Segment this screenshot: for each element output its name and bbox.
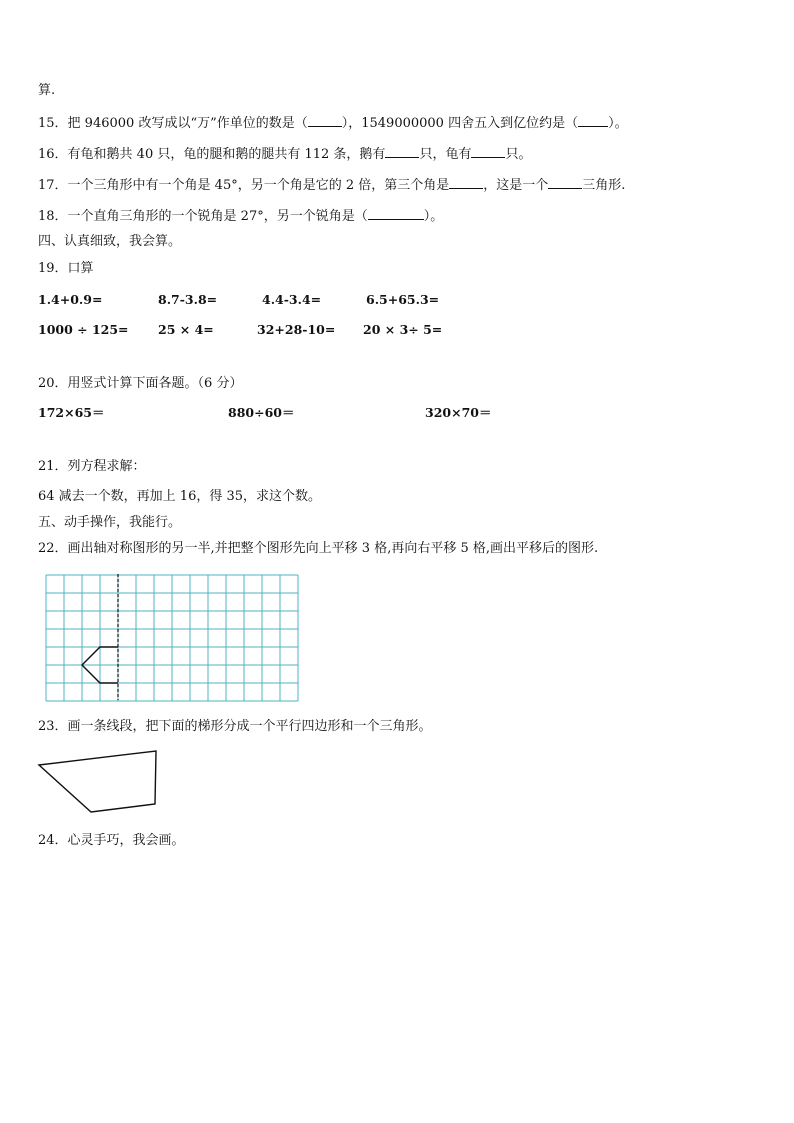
q21-problem: 64 减去一个数，再加上 16，得 35，求这个数。 bbox=[38, 489, 322, 504]
oral-calc-item: 20 × 3÷ 5= bbox=[363, 322, 443, 337]
oral-calc-item: 1.4+0.9= bbox=[38, 292, 103, 307]
answer-blank[interactable] bbox=[578, 114, 608, 127]
oral-calc-item: 8.7-3.8= bbox=[158, 292, 218, 307]
question-text: 有龟和鹅共 40 只，龟的腿和鹅的腿共有 112 条，鹅有 bbox=[67, 147, 386, 162]
question-text: 画一条线段，把下面的梯形分成一个平行四边形和一个三角形。 bbox=[67, 719, 432, 734]
trapezoid bbox=[39, 751, 156, 812]
question-text: 用竖式计算下面各题。（6 分） bbox=[67, 376, 243, 391]
question-text: ），1549000000 四舍五入到亿位约是（ bbox=[341, 116, 579, 131]
question-number: 19． bbox=[38, 261, 68, 276]
question-15 bbox=[38, 114, 628, 133]
question-23 bbox=[38, 718, 432, 736]
question-text: 画出轴对称图形的另一半,并把整个图形先向上平移 3 格,再向右平移 5 格,画出平移后的图形. bbox=[67, 541, 599, 556]
question-number: 21． bbox=[38, 459, 68, 474]
trapezoid-figure bbox=[36, 748, 162, 822]
question-20 bbox=[38, 375, 242, 393]
question-text: 三角形. bbox=[582, 178, 626, 193]
question-text: 心灵手巧，我会画。 bbox=[67, 833, 185, 848]
question-text: 口算 bbox=[67, 261, 94, 276]
oral-calc-item: 6.5+65.3= bbox=[366, 292, 440, 307]
oral-calc-item: 4.4-3.4= bbox=[262, 292, 322, 307]
question-text: 列方程求解： bbox=[67, 459, 146, 474]
question-text: ）。 bbox=[608, 116, 628, 131]
question-text: 只，龟有 bbox=[419, 147, 472, 162]
question-text: 把 946000 改写成以“万”作单位的数是（ bbox=[67, 116, 308, 131]
question-number: 17． bbox=[38, 178, 68, 193]
section-4-heading: 四、认真细致，我会算。 bbox=[38, 234, 182, 249]
answer-blank[interactable] bbox=[449, 176, 483, 189]
question-18 bbox=[38, 207, 443, 226]
question-17 bbox=[38, 176, 625, 195]
question-text: ）。 bbox=[423, 209, 444, 224]
answer-blank[interactable] bbox=[308, 114, 342, 127]
question-text: ，这是一个 bbox=[483, 178, 549, 193]
question-text: 只。 bbox=[505, 147, 532, 162]
answer-blank[interactable] bbox=[471, 145, 505, 158]
oral-calc-item: 32+28-10= bbox=[257, 322, 336, 337]
question-24 bbox=[38, 832, 185, 850]
question-number: 24． bbox=[38, 833, 68, 848]
question-number: 15． bbox=[38, 116, 68, 131]
answer-blank[interactable] bbox=[385, 145, 419, 158]
symmetry-grid-figure bbox=[45, 574, 301, 708]
question-number: 16． bbox=[38, 147, 68, 162]
oral-calc-item: 1000 ÷ 125= bbox=[38, 322, 129, 337]
question-21 bbox=[38, 458, 146, 476]
section-5-heading: 五、动手操作，我能行。 bbox=[38, 515, 182, 530]
answer-blank[interactable] bbox=[368, 207, 424, 220]
answer-blank[interactable] bbox=[548, 176, 582, 189]
question-number: 23． bbox=[38, 719, 68, 734]
question-text: 一个直角三角形的一个锐角是 27°，另一个锐角是（ bbox=[67, 209, 368, 224]
grid-svg bbox=[45, 574, 301, 704]
oral-calc-item: 25 × 4= bbox=[158, 322, 214, 337]
vertical-calc-item: 320×70＝ bbox=[425, 405, 492, 420]
question-19 bbox=[38, 260, 94, 278]
q14-tail: 算. bbox=[38, 83, 56, 98]
question-number: 18． bbox=[38, 209, 68, 224]
vertical-calc-item: 172×65＝ bbox=[38, 405, 105, 420]
question-16 bbox=[38, 145, 531, 164]
question-number: 22． bbox=[38, 541, 68, 556]
question-number: 20． bbox=[38, 376, 68, 391]
question-22 bbox=[38, 540, 598, 558]
question-text: 一个三角形中有一个角是 45°，另一个角是它的 2 倍，第三个角是 bbox=[67, 178, 450, 193]
trapezoid-svg bbox=[36, 748, 162, 818]
vertical-calc-item: 880÷60＝ bbox=[228, 405, 295, 420]
